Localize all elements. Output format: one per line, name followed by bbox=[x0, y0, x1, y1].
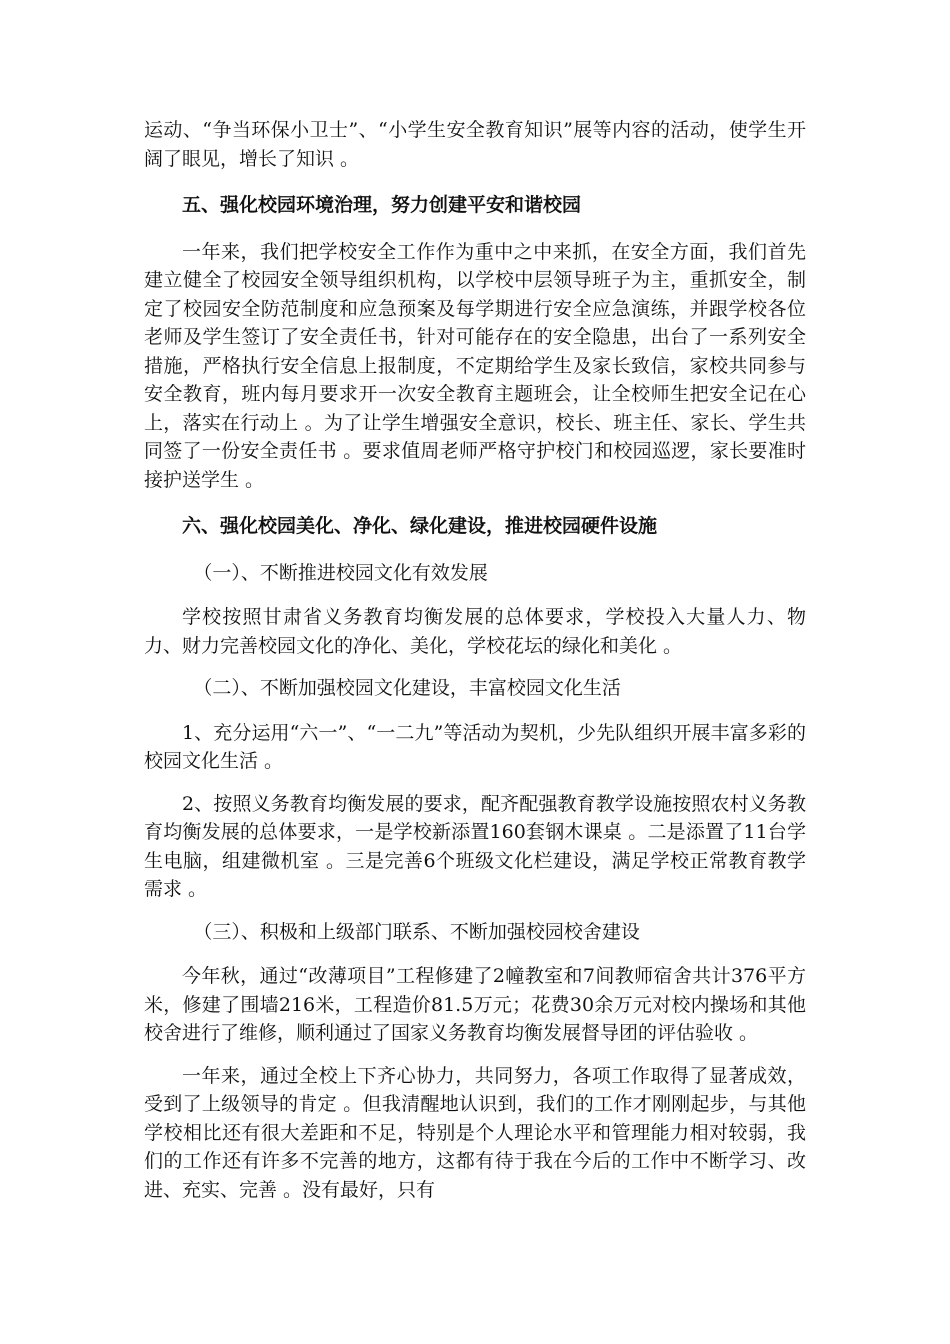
paragraph-item-2: 2、按照义务教育均衡发展的要求，配齐配强教育教学设施按照农村义务教育均衡发展的总体要求，一是学校新添置160套钢木课桌 。二是添置了11台学生电脑，组建微机室 。三是完善6个班级文化栏建设，满足学校正常教育教学需求 。 bbox=[144, 792, 806, 900]
paragraph-campus-culture: 学校按照甘肃省义务教育均衡发展的总体要求，学校投入大量人力、物力、财力完善校园文化的净化、美化，学校花坛的绿化和美化 。 bbox=[144, 606, 806, 657]
subheading-6-2: （二）、不断加强校园文化建设，丰富校园文化生活 bbox=[193, 677, 621, 699]
heading-section-5: 五、强化校园环境治理，努力创建平安和谐校园 bbox=[182, 194, 582, 216]
document-body bbox=[144, 116, 806, 1218]
paragraph-activities: 运动、“争当环保小卫士”、“小学生安全教育知识”展等内容的活动，使学生开阔了眼见，增长了知识 。 bbox=[144, 119, 806, 170]
subheading-6-1: （一）、不断推进校园文化有效发展 bbox=[193, 561, 488, 584]
paragraph-summary: 一年来，通过全校上下齐心协力，共同努力，各项工作取得了显著成效，受到了上级领导的肯定 。但我清醒地认识到，我们的工作才刚刚起步，与其他学校相比还有很大差距和不足，特别是个人理论水平和管理能力相对较弱，我们的工作还有许多不完善的地方，这都有待于我在今后的工作中不断学习、改进、充实、完善 。没有最好，只有 bbox=[144, 1064, 806, 1201]
heading-section-6: 六、强化校园美化、净化、绿化建设，推进校园硬件设施 bbox=[182, 515, 658, 537]
paragraph-safety: 一年来，我们把学校安全工作作为重中之中来抓，在安全方面，我们首先建立健全了校园安全领导组织机构，以学校中层领导班子为主，重抓安全，制定了校园安全防范制度和应急预案及每学期进行安全应急演练，并跟学校各位老师及学生签订了安全责任书，针对可能存在的安全隐患，出台了一系列安全措施，严格执行安全信息上报制度，不定期给学生及家长致信，家校共同参与安全教育，班内每月要求开一次安全教育主题班会，让全校师生把安全记在心上，落实在行动上 。为了让学生增强安全意识，校长、班主任、家长、学生共同签了一份安全责任书 。要求值周老师严格守护校门和校园巡逻，家长要准时接护送学生 。 bbox=[144, 240, 806, 491]
paragraph-item-1: 1、充分运用“六一”、“一二九”等活动为契机，少先队组织开展丰富多彩的校园文化生活 。 bbox=[144, 721, 806, 772]
paragraph-construction: 今年秋，通过“改薄项目”工程修建了2幢教室和7间教师宿舍共计376平方米，修建了围墙216米，工程造价81.5万元；花费30余万元对校内操场和其他校舍进行了维修，顺利通过了国家义务教育均衡发展督导团的评估验收 。 bbox=[144, 965, 806, 1044]
subheading-6-3: （三）、积极和上级部门联系、不断加强校园校舍建设 bbox=[193, 920, 640, 943]
